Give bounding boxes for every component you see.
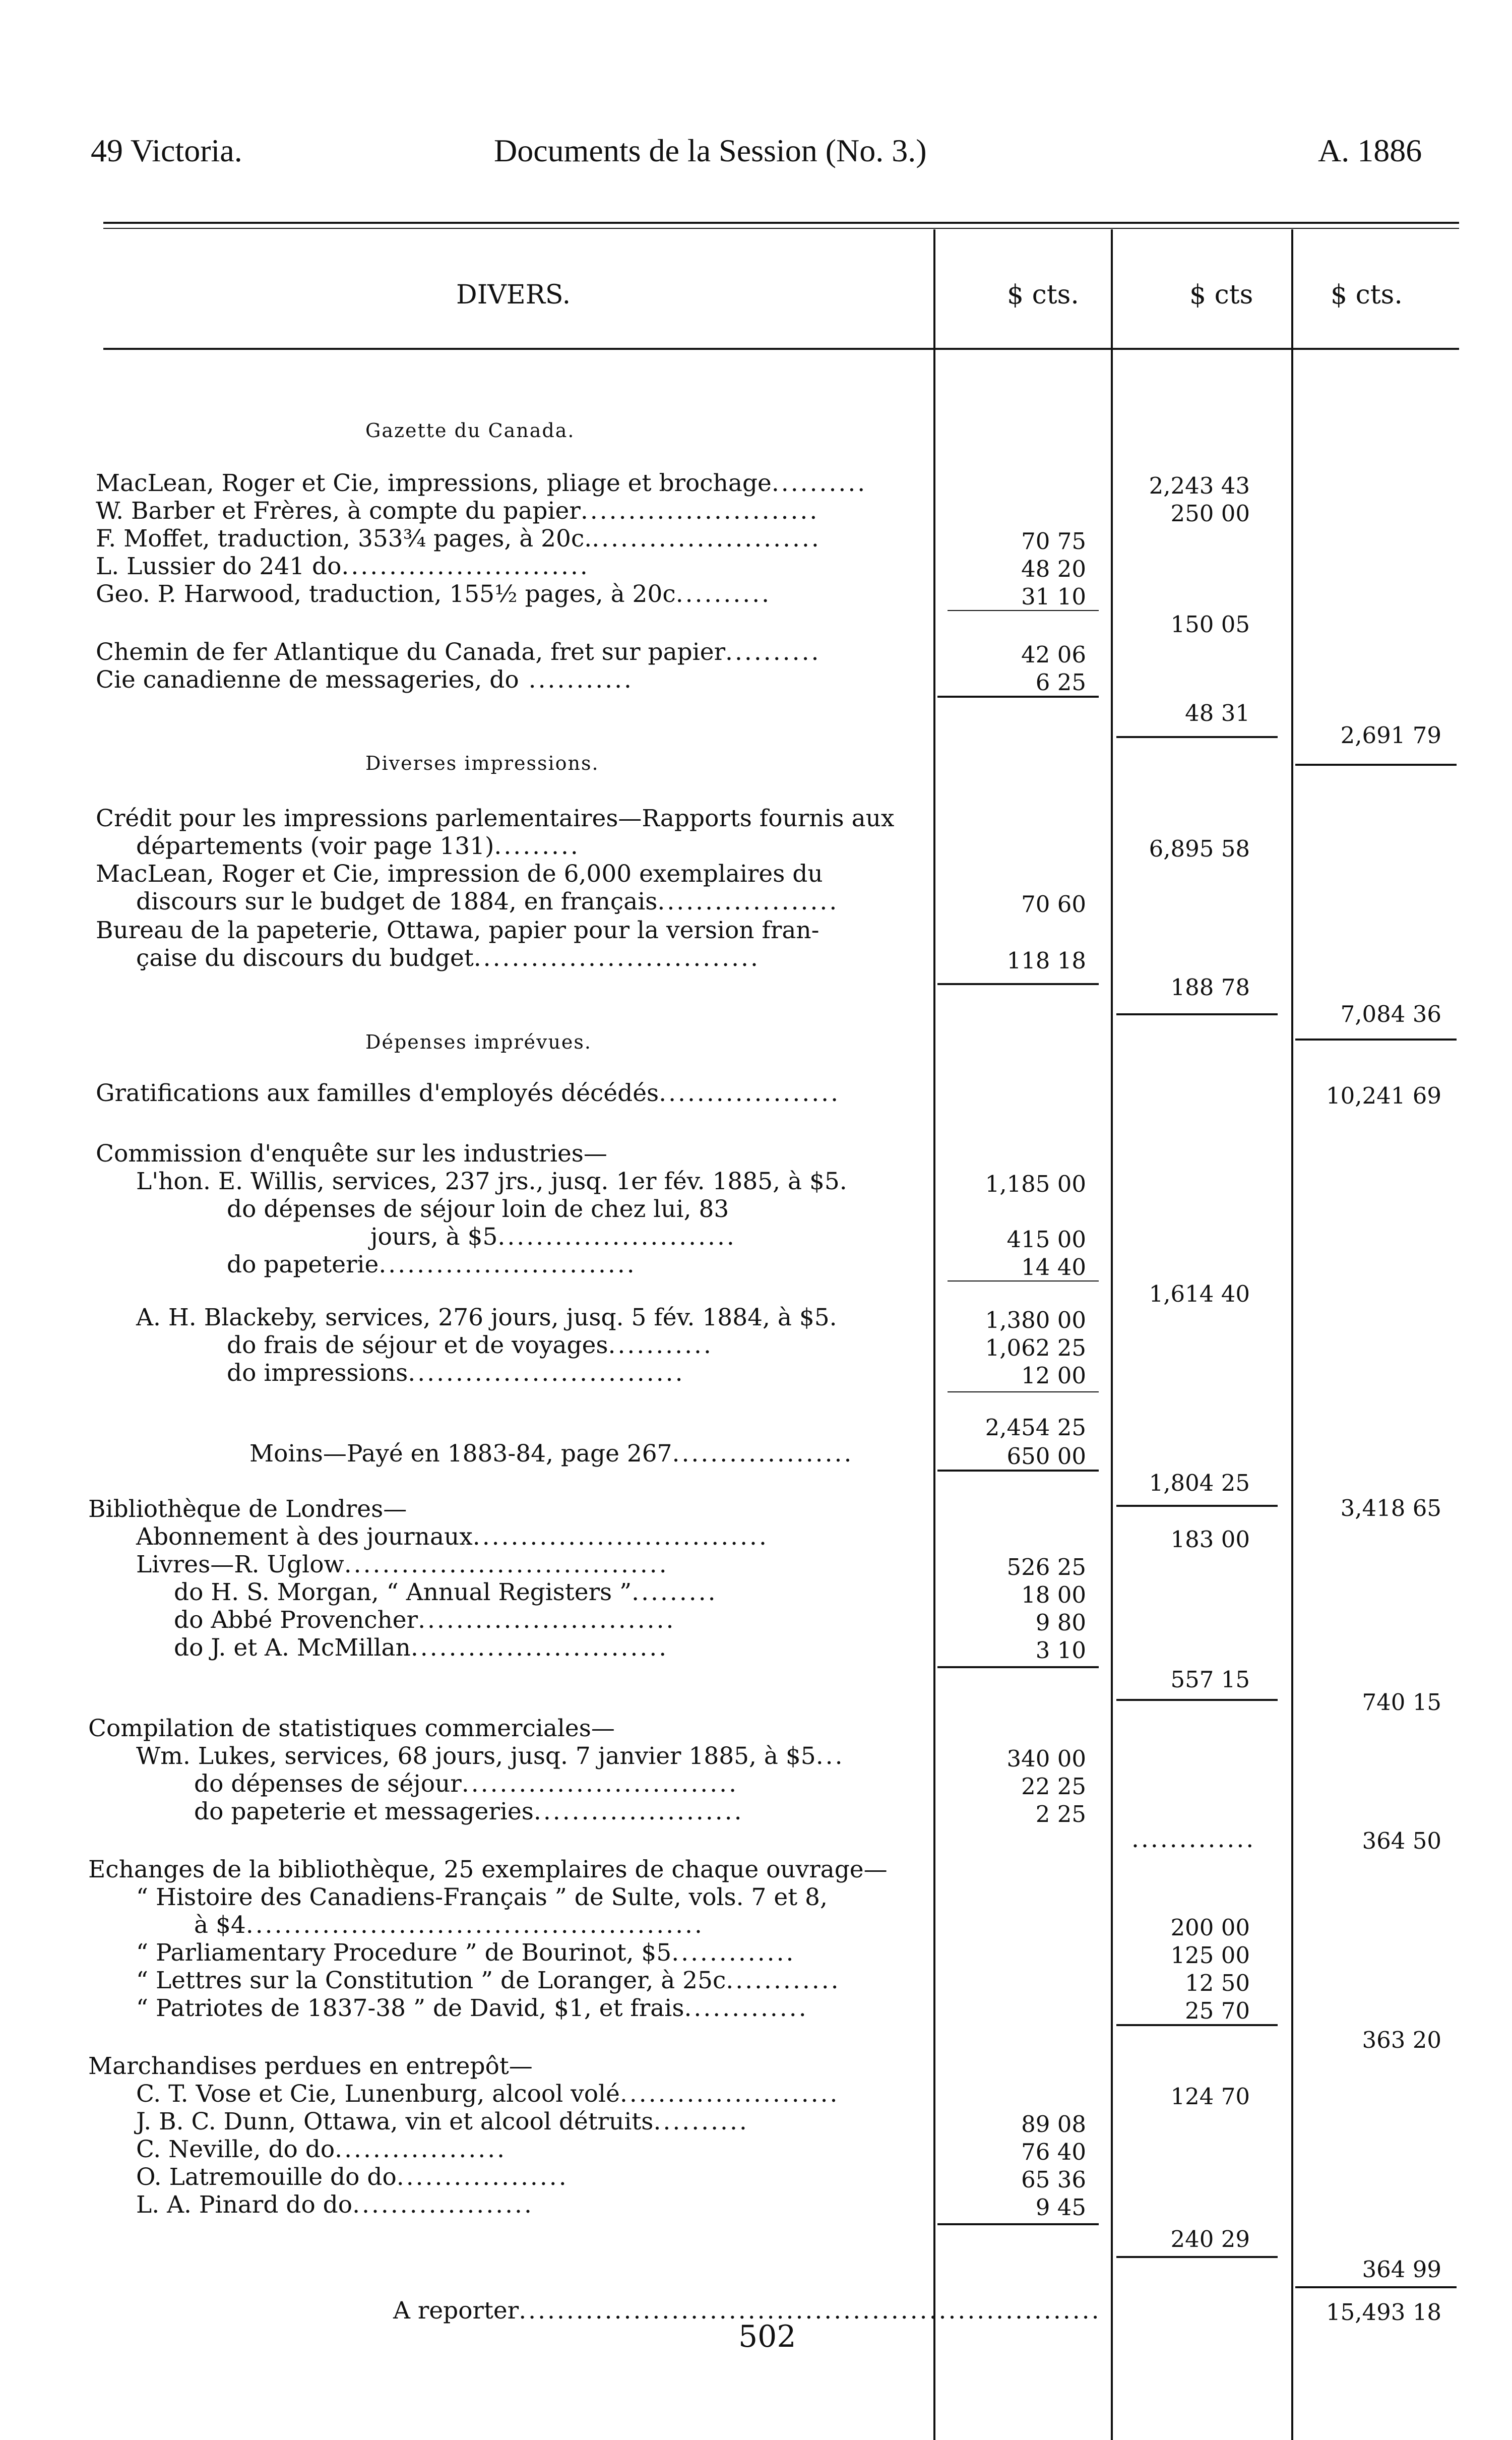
ledger-line: do frais de séjour et de voyages........... <box>227 1331 713 1359</box>
header-document-title: Documents de la Session (No. 3.) <box>494 133 927 168</box>
amount-col2: 48 31 <box>1185 700 1250 726</box>
ledger-line: Geo. P. Harwood, traduction, 155½ pages, à 20c.......... <box>96 580 772 608</box>
header-year: A. 1886 <box>1318 133 1422 168</box>
ledger-line: Wm. Lukes, services, 68 jours, jusq. 7 janvier 1885, à $5... <box>136 1742 845 1770</box>
subtotal-rule <box>948 610 1099 611</box>
column-title-divers: DIVERS. <box>456 280 571 310</box>
ledger-line: do papeterie et messageries...................... <box>194 1798 744 1825</box>
total-rule <box>1295 2286 1457 2288</box>
column-head-rule <box>103 348 1459 350</box>
amount-col1: 6 25 <box>1035 669 1086 696</box>
subtotal-rule <box>937 2223 1099 2225</box>
ledger-line: O. Latremouille do do.................. <box>136 2163 569 2191</box>
amount-col3: 10,241 69 <box>1326 1082 1441 1109</box>
amount-col1: 340 00 <box>1006 1745 1086 1772</box>
ledger-line: C. T. Vose et Cie, Lunenburg, alcool volé....................... <box>136 2080 840 2108</box>
subtotal-rule <box>948 1280 1099 1282</box>
column-rule-3 <box>1291 229 1293 2440</box>
page-number: 502 <box>738 2319 796 2354</box>
amount-col3: 740 15 <box>1362 1689 1441 1716</box>
group-heading: Bibliothèque de Londres— <box>88 1495 407 1523</box>
ledger-line: do H. S. Morgan, “ Annual Registers ”......... <box>174 1578 718 1606</box>
section-heading-gazette: Gazette du Canada. <box>365 419 575 442</box>
subtotal-rule <box>937 1666 1099 1668</box>
ledger-line: discours sur le budget de 1884, en français................... <box>136 888 839 916</box>
column-rule-1 <box>933 229 935 2440</box>
carry-forward-total: 15,493 18 <box>1326 2299 1441 2326</box>
ledger-line: Livres—R. Uglow.................................. <box>136 1551 669 1578</box>
ledger-line: do dépenses de séjour............................. <box>194 1770 739 1798</box>
ledger-line: do dépenses de séjour loin de chez lui, 83 <box>227 1195 729 1223</box>
amount-col2: 150 05 <box>1170 611 1250 638</box>
amount-col2: 250 00 <box>1170 500 1250 527</box>
ledger-line: Bureau de la papeterie, Ottawa, papier pour la version fran- <box>96 917 820 944</box>
amount-col1: 14 40 <box>1021 1254 1086 1280</box>
ledger-line: L. A. Pinard do do................... <box>136 2191 534 2219</box>
ledger-line: jours, à $5......................... <box>370 1223 736 1251</box>
subtotal-rule <box>948 1391 1099 1392</box>
ledger-line: MacLean, Roger et Cie, impression de 6,000 exemplaires du <box>96 860 823 888</box>
amount-col3: 2,691 79 <box>1340 722 1441 749</box>
amount-col1: 65 36 <box>1021 2166 1086 2193</box>
ledger-line: do papeterie........................... <box>227 1251 637 1278</box>
amount-col1: 76 40 <box>1021 2139 1086 2165</box>
amount-col1: 2,454 25 <box>985 1414 1086 1441</box>
column-head-2: $ cts <box>1189 280 1253 310</box>
section-heading-diverses: Diverses impressions. <box>365 752 599 774</box>
amount-col3: 363 20 <box>1362 2027 1441 2053</box>
top-rule <box>103 222 1459 224</box>
amount-col1: 31 10 <box>1021 583 1086 610</box>
amount-col1: 42 06 <box>1021 641 1086 668</box>
ledger-line: “ Lettres sur la Constitution ” de Loranger, à 25c............ <box>136 1967 841 1994</box>
amount-col1: 1,062 25 <box>985 1334 1086 1361</box>
header-session-year: 49 Victoria. <box>91 133 242 168</box>
ledger-line: do J. et A. McMillan........................... <box>174 1634 669 1662</box>
amount-col2: 557 15 <box>1170 1666 1250 1693</box>
ledger-line: A. H. Blackeby, services, 276 jours, jusq. 5 fév. 1884, à $5. <box>136 1304 837 1331</box>
amount-col1: 1,185 00 <box>985 1171 1086 1197</box>
amount-col2: 12 50 <box>1185 1970 1250 1996</box>
amount-col2: 1,614 40 <box>1149 1280 1250 1307</box>
ledger-line: “ Histoire des Canadiens-Français ” de Sulte, vols. 7 et 8, <box>136 1883 828 1911</box>
amount-col3: 364 99 <box>1362 2256 1441 2283</box>
amount-col2: 2,243 43 <box>1149 472 1250 499</box>
column-rule-2 <box>1111 229 1113 2440</box>
ledger-line: çaise du discours du budget.............................. <box>136 944 760 972</box>
amount-col1: 1,380 00 <box>985 1307 1086 1333</box>
ledger-line: à $4................................................ <box>194 1911 704 1939</box>
amount-col2: 240 29 <box>1170 2226 1250 2252</box>
ledger-line: do impressions............................. <box>227 1359 685 1387</box>
ledger-line: do Abbé Provencher........................... <box>174 1606 676 1634</box>
ledger-line: ............. <box>1131 1825 1256 1853</box>
amount-col1: 9 45 <box>1035 2194 1086 2221</box>
subtotal-rule <box>1116 736 1278 738</box>
subtotal-rule <box>1116 1013 1278 1015</box>
ledger-line: Gratifications aux familles d'employés décédés................... <box>96 1079 841 1107</box>
subtotal-rule <box>937 1470 1099 1472</box>
subtotal-rule <box>937 696 1099 698</box>
subtotal-rule <box>1116 2256 1278 2258</box>
amount-col1: 650 00 <box>1006 1443 1086 1470</box>
ledger-line: L'hon. E. Willis, services, 237 jrs., jusq. 1er fév. 1885, à $5. <box>136 1168 847 1195</box>
group-heading: Commission d'enquête sur les industries— <box>96 1140 607 1168</box>
total-rule <box>1295 764 1457 766</box>
ledger-line: J. B. C. Dunn, Ottawa, vin et alcool détruits.......... <box>136 2108 749 2136</box>
group-heading: Marchandises perdues en entrepôt— <box>88 2052 533 2080</box>
amount-col1: 526 25 <box>1006 1554 1086 1580</box>
ledger-line: Moins—Payé en 1883-84, page 267................... <box>249 1440 854 1468</box>
ledger-line: Abonnement à des journaux............................... <box>136 1523 769 1551</box>
amount-col2: 6,895 58 <box>1149 835 1250 862</box>
subtotal-rule <box>937 983 1099 985</box>
amount-col1: 118 18 <box>1006 947 1086 974</box>
subtotal-rule <box>1116 1505 1278 1507</box>
amount-col1: 415 00 <box>1006 1226 1086 1253</box>
amount-col2: 183 00 <box>1170 1526 1250 1553</box>
column-head-1: $ cts. <box>1007 280 1079 310</box>
ledger-line: MacLean, Roger et Cie, impressions, pliage et brochage.......... <box>96 469 867 497</box>
amount-col3: 3,418 65 <box>1340 1495 1441 1521</box>
subtotal-rule <box>1116 1699 1278 1701</box>
amount-col3: 364 50 <box>1362 1827 1441 1854</box>
amount-col1: 70 75 <box>1021 528 1086 555</box>
ledger-line: C. Neville, do do.................. <box>136 2136 507 2163</box>
ledger-line: Crédit pour les impressions parlementaires—Rapports fournis aux <box>96 805 895 832</box>
ledger-line: F. Moffet, traduction, 353¾ pages, à 20c......................... <box>96 525 821 553</box>
amount-col2: 125 00 <box>1170 1942 1250 1969</box>
group-heading: Compilation de statistiques commerciales— <box>88 1715 615 1742</box>
amount-col1: 48 20 <box>1021 556 1086 582</box>
amount-col1: 89 08 <box>1021 2111 1086 2138</box>
amount-col1: 70 60 <box>1021 891 1086 918</box>
amount-col2: 1,804 25 <box>1149 1470 1250 1496</box>
ledger-line: Chemin de fer Atlantique du Canada, fret sur papier.......... <box>96 638 821 666</box>
amount-col1: 12 00 <box>1021 1362 1086 1389</box>
ledger-line: “ Patriotes de 1837-38 ” de David, $1, et frais............. <box>136 1994 808 2022</box>
amount-col2: 124 70 <box>1170 2083 1250 2110</box>
top-rule-thin <box>103 228 1459 229</box>
amount-col1: 22 25 <box>1021 1773 1086 1800</box>
amount-col2: 25 70 <box>1185 1997 1250 2024</box>
total-rule <box>1295 1039 1457 1041</box>
amount-col3: 7,084 36 <box>1340 1001 1441 1027</box>
section-heading-depenses: Dépenses imprévues. <box>365 1031 592 1053</box>
ledger-line: départements (voir page 131)......... <box>136 832 580 860</box>
amount-col1: 18 00 <box>1021 1581 1086 1608</box>
ledger-line: L. Lussier do 241 do.......................... <box>96 553 590 580</box>
amount-col1: 9 80 <box>1035 1609 1086 1636</box>
amount-col1: 3 10 <box>1035 1637 1086 1664</box>
amount-col1: 2 25 <box>1035 1801 1086 1827</box>
ledger-line: W. Barber et Frères, à compte du papier......................... <box>96 497 820 525</box>
amount-col2: 188 78 <box>1170 974 1250 1001</box>
group-heading: Echanges de la bibliothèque, 25 exemplaires de chaque ouvrage— <box>88 1856 888 1883</box>
carry-forward-label: A reporter............................................................. <box>393 2297 1101 2325</box>
amount-col2: 200 00 <box>1170 1914 1250 1941</box>
ledger-line: Cie canadienne de messageries, do ........... <box>96 666 634 694</box>
column-head-3: $ cts. <box>1331 280 1403 310</box>
subtotal-rule <box>1116 2024 1278 2026</box>
ledger-line: “ Parliamentary Procedure ” de Bourinot, $5............. <box>136 1939 796 1967</box>
